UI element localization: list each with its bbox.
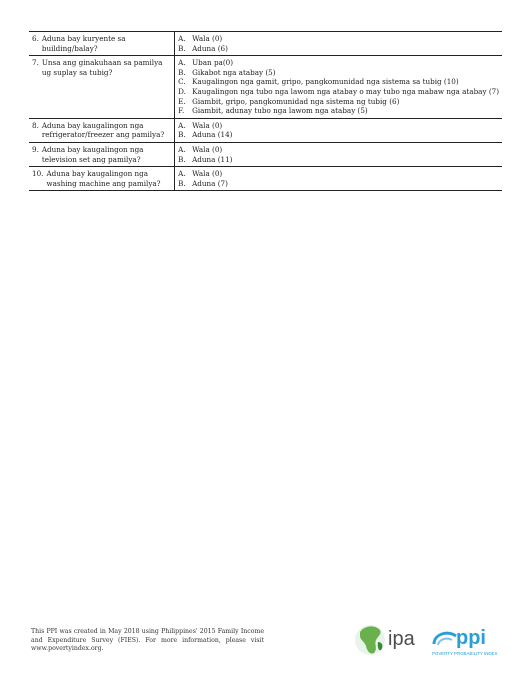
question-label: Aduna bay kaugalingon nga washing machine ang pamilya? <box>46 169 161 188</box>
question-number: 8. <box>32 120 39 130</box>
option-letter: A. <box>178 144 186 154</box>
option-letter: B. <box>178 154 186 164</box>
option-text: Aduna (6) <box>192 43 228 53</box>
option-text: Wala (0) <box>192 144 223 154</box>
option-letter: B. <box>178 130 186 140</box>
question-number: 6. <box>32 34 39 43</box>
question-row <box>29 118 502 142</box>
answer-options-cell <box>175 142 502 166</box>
option-text: Gikabot nga atabay (5) <box>192 67 276 77</box>
question-cell <box>29 56 175 119</box>
logos <box>352 618 502 662</box>
ppi-tagline: POVERTY PROBABILITY INDEX <box>432 651 498 656</box>
option-text: Kaugalingon nga tubo nga lawom nga atabay o may tubo nga mabaw nga atabay (7) <box>192 86 499 96</box>
question-row <box>29 32 502 56</box>
option-text: Aduna (11) <box>192 154 233 164</box>
ppi-swirl-logo <box>434 633 456 645</box>
question-label: Aduna bay kuryente sa building/balay? <box>41 34 126 53</box>
option-text: Giambit, adunay tubo nga lawom nga atabay (5) <box>192 106 368 116</box>
question-text <box>32 145 171 164</box>
question-label: Unsa ang ginakuhaan sa pamilya ug suplay sa tubig? <box>41 58 163 77</box>
option-text: Wala (0) <box>192 34 223 43</box>
ppi-question-table <box>29 31 502 191</box>
answer-option <box>178 97 499 107</box>
question-number: 9. <box>32 144 39 154</box>
option-letter: A. <box>178 169 186 179</box>
answer-option <box>178 179 499 189</box>
answer-options-cell <box>175 118 502 142</box>
option-text: Aduna (7) <box>192 178 228 188</box>
question-text <box>32 34 171 53</box>
question-label: Aduna bay kaugalingon nga television set ang pamilya? <box>41 144 144 164</box>
answer-options-cell <box>175 32 502 56</box>
question-cell <box>29 32 175 56</box>
question-cell <box>29 167 175 191</box>
option-letter: B. <box>178 67 186 77</box>
question-row <box>29 167 502 191</box>
option-letter: B. <box>178 43 186 53</box>
option-letter: A. <box>178 34 186 43</box>
question-cell <box>29 142 175 166</box>
question-number: 10. <box>32 169 44 179</box>
answer-option <box>178 68 499 78</box>
question-text <box>32 121 171 140</box>
answer-options-cell <box>175 167 502 191</box>
option-letter: E. <box>178 96 186 106</box>
answer-option <box>178 87 499 97</box>
option-letter: A. <box>178 58 186 68</box>
option-text: Aduna (14) <box>192 130 233 140</box>
answer-option <box>178 44 499 54</box>
answer-option <box>178 34 499 44</box>
question-number: 7. <box>32 58 39 68</box>
option-text: Kaugalingon nga gamit, gripo, pangkomunidad nga sistema sa tubig (10) <box>192 77 459 87</box>
option-text: Giambit, gripo, pangkomunidad nga sistema ng tubig (6) <box>192 96 400 106</box>
question-label: Aduna bay kaugalingon nga refrigerator/freezer ang pamilya? <box>41 120 165 140</box>
answer-option <box>178 130 499 140</box>
question-row <box>29 142 502 166</box>
ipa-globe-logo <box>355 625 385 655</box>
answer-option <box>178 155 499 165</box>
answer-option <box>178 169 499 179</box>
answer-option <box>178 77 499 87</box>
option-letter: B. <box>178 178 186 188</box>
footer-note: This PPI was created in May 2018 using Philippines' 2015 Family Income and Expenditure Survey (FIES). For more information, please visit www.povertyindex.org. <box>31 628 264 653</box>
option-text: Wala (0) <box>192 120 223 130</box>
answer-options-cell <box>175 56 502 119</box>
question-text <box>32 169 171 188</box>
question-cell <box>29 118 175 142</box>
question-row <box>29 56 502 119</box>
option-letter: A. <box>178 120 186 130</box>
answer-option <box>178 121 499 131</box>
option-text: Uban pa(0) <box>192 58 234 68</box>
ipa-logo-text: ipa <box>388 628 415 650</box>
answer-option <box>178 58 499 68</box>
answer-option <box>178 145 499 155</box>
answer-option <box>178 106 499 116</box>
option-text: Wala (0) <box>192 169 223 179</box>
option-letter: D. <box>178 86 186 96</box>
ppi-logo-text: ppi <box>456 627 486 649</box>
option-letter: C. <box>178 77 186 87</box>
option-letter: F. <box>178 106 185 116</box>
question-text <box>32 58 171 77</box>
